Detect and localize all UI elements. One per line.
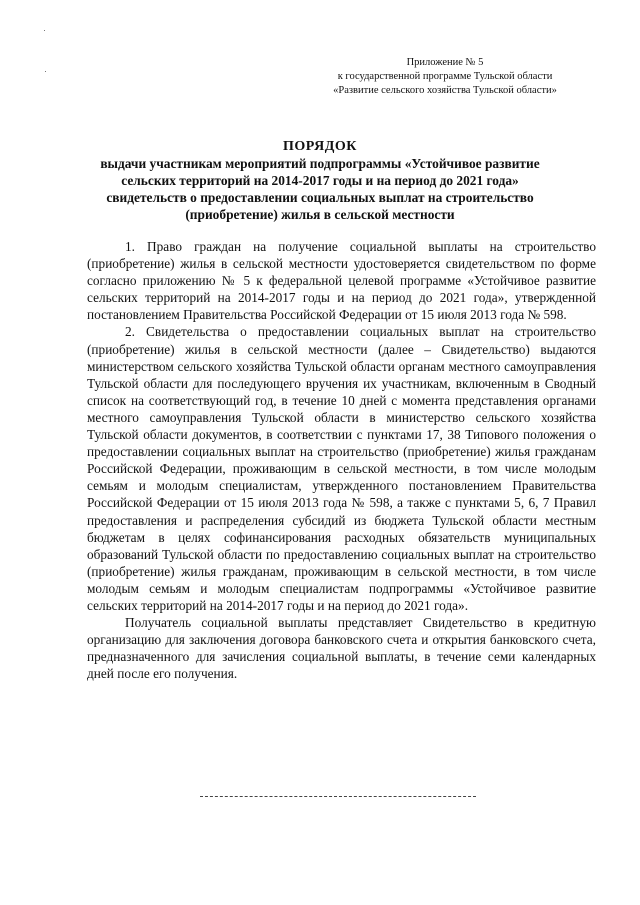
scan-speck bbox=[44, 30, 45, 31]
paragraph-1: 1. Право граждан на получение социальной выплаты на строительство (приобретение) жилья в сельской местности удостоверяется свидетельством по форме согласно приложению № 5 к федеральной целевой программе «Устойчивое развитие сельских территорий на 2014-2017 годы и на период до 2021 года», утвержденной постановлением Правительства Российской Федерации от 15 июля 2013 года № 598. bbox=[87, 239, 596, 323]
title-line-2: сельских территорий на 2014-2017 годы и на период до 2021 года» bbox=[121, 173, 519, 188]
paragraph-3: Получатель социальной выплаты представляет Свидетельство в кредитную организацию для заключения договора банковского счета и открытия банковского счета, предназначенного для зачисления социальной выплаты, в течение семи календарных дней после его получения. bbox=[87, 615, 596, 682]
document-body bbox=[87, 238, 596, 682]
title-line-3: свидетельств о предоставлении социальных выплат на строительство bbox=[106, 190, 534, 205]
paragraph-2: 2. Свидетельства о предоставлении социальных выплат на строительство (приобретение) жилья в сельской местности (далее – Свидетельство) выдаются министерством сельского хозяйства Тульской области органам местного самоуправления Тульской области для последующего вручения их участникам, включенным в Сводный список на соответствующий год, в течение 10 дней с момента представления органами местного самоуправления Тульской области в министерство сельского хозяйства Тульской области документов, в соответствии с пунктами 17, 38 Типового положения о предоставлении социальных выплат на строительство (приобретение) жилья гражданам Российской Федерации, проживающим в сельской местности, в том числе молодым семьям и молодым специалистам, утвержденного постановлением Правительства Российской Федерации от 15 июля 2013 года № 598, а также с пунктами 5, 6, 7 Правил предоставления и распределения субсидий из бюджета Тульской области местным бюджетам в целях софинансирования расходных обязательств муниципальных образований Тульской области по предоставлению социальных выплат на строительство (приобретение) жилья гражданам, проживающим в сельской местности, в том числе молодым семьям и молодым специалистам подпрограммы «Устойчивое развитие сельских территорий на 2014-2017 годы и на период до 2021 года». bbox=[87, 324, 596, 613]
title-line-1: выдачи участникам мероприятий подпрограммы «Устойчивое развитие bbox=[100, 156, 540, 171]
appendix-header bbox=[300, 56, 590, 98]
appendix-number: Приложение № 5 bbox=[406, 57, 484, 68]
title-main: ПОРЯДОК bbox=[283, 139, 357, 154]
appendix-program: к государственной программе Тульской области bbox=[337, 71, 553, 82]
title-line-4: (приобретение) жилья в сельской местности bbox=[185, 207, 455, 222]
appendix-program-name: «Развитие сельского хозяйства Тульской области» bbox=[333, 85, 557, 96]
scan-speck bbox=[45, 71, 46, 72]
document-title bbox=[80, 138, 560, 223]
closing-divider bbox=[200, 796, 476, 797]
